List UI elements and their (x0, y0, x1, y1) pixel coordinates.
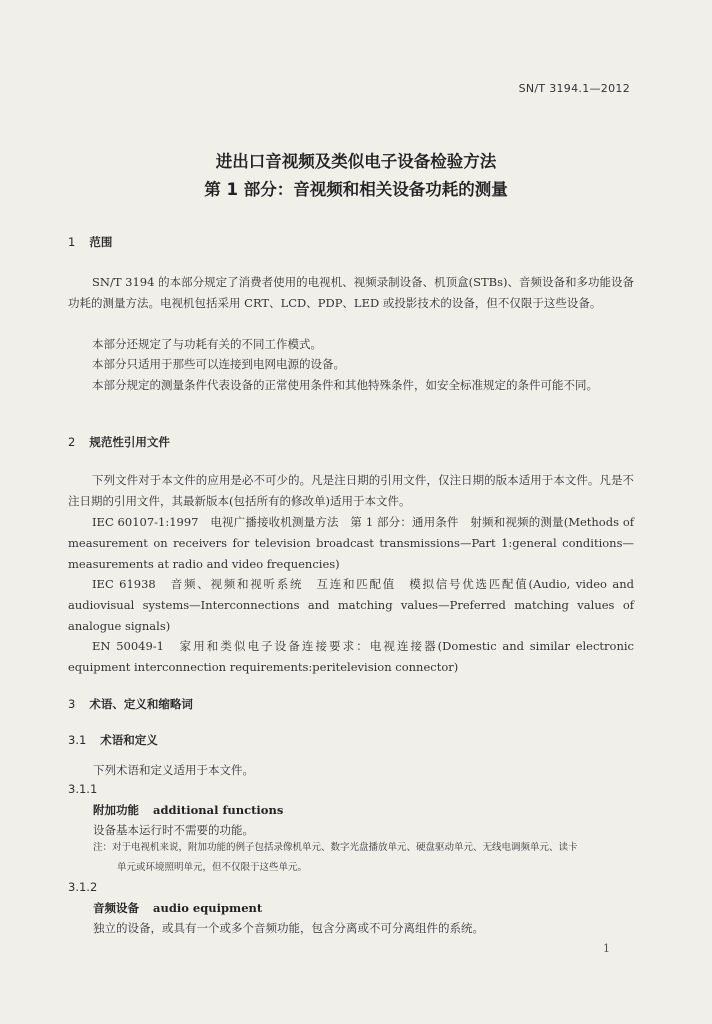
term-3-1-1-note (93, 838, 634, 878)
section-2-title: 规范性引用文件 (89, 435, 170, 449)
term-3-1-2-number: 3.1.2 (68, 880, 98, 894)
term-3-1-1-note-line-1: 注：对于电视机来说，附加功能的例子包括录像机单元、数字光盘播放单元、硬盘驱动单元、无线电调频单元、读卡 (93, 842, 578, 853)
section-3-1-number: 3.1 (68, 733, 87, 747)
section-1-number: 1 (68, 235, 76, 249)
section-3-1-heading (68, 732, 158, 748)
section-1-paragraph-4: 本部分规定的测量条件代表设备的正常使用条件和其他特殊条件，如安全标准规定的条件可能不同。 (92, 378, 598, 392)
page-number: 1 (603, 942, 610, 955)
document-title-line-2: 第 1 部分：音视频和相关设备功耗的测量 (204, 180, 508, 199)
section-3-title: 术语、定义和缩略词 (89, 697, 193, 711)
term-3-1-1-zh: 附加功能 (93, 803, 139, 817)
section-1-paragraph-2: 本部分还规定了与功耗有关的不同工作模式。 (92, 337, 322, 351)
term-3-1-1-en: additional functions (153, 803, 284, 817)
document-title-line-1: 进出口音视频及类似电子设备检验方法 (215, 152, 497, 171)
section-1-paragraph-3: 本部分只适用于那些可以连接到电网电源的设备。 (92, 357, 345, 371)
standard-code: SN/T 3194.1—2012 (518, 82, 630, 95)
term-3-1-2-zh: 音频设备 (93, 901, 139, 915)
term-3-1-1-note-line-2: 单元或环境照明单元，但不仅限于这些单元。 (117, 862, 308, 873)
reference-iec-61938: IEC 61938 音频、视频和视听系统 互连和匹配值 模拟信号优选匹配值(Audio, video and audiovisual systems—Interconnections and matching values—Preferred matching values of analogue signals) (68, 577, 634, 633)
section-2-number: 2 (68, 435, 76, 449)
section-1-title: 范围 (89, 235, 113, 249)
section-3-1-title: 术语和定义 (100, 733, 158, 747)
section-2-paragraph-1: 下列文件对于本文件的应用是必不可少的。凡是注日期的引用文件，仅注日期的版本适用于本文件。凡是不注日期的引用文件，其最新版本(包括所有的修改单)适用于本文件。 (68, 473, 634, 508)
section-2-heading (68, 434, 170, 450)
section-3-number: 3 (68, 697, 76, 711)
term-3-1-2-definition: 独立的设备，或具有一个或多个音频功能，包含分离或不可分离组件的系统。 (93, 921, 484, 935)
term-3-1-1-number: 3.1.1 (68, 782, 98, 796)
term-3-1-1 (93, 802, 283, 818)
section-3-1-intro: 下列术语和定义适用于本文件。 (93, 763, 254, 777)
term-3-1-2 (93, 900, 262, 916)
section-1-heading (68, 234, 112, 250)
term-3-1-2-en: audio equipment (153, 901, 263, 915)
reference-en-50049-1: EN 50049-1 家用和类似电子设备连接要求：电视连接器(Domestic and similar electronic equipment interconnection requirements:peritelevision connector) (68, 639, 634, 674)
section-3-heading (68, 696, 193, 712)
reference-iec-60107-1: IEC 60107-1:1997 电视广播接收机测量方法 第 1 部分：通用条件 射频和视频的测量(Methods of measurement on receivers for television broadcast transmissions—Part 1:general conditions—measurements at radio and video frequencies) (68, 515, 634, 571)
section-1-paragraph-1: SN/T 3194 的本部分规定了消费者使用的电视机、视频录制设备、机顶盒(STBs)、音频设备和多功能设备功耗的测量方法。电视机包括采用 CRT、LCD、PDP、LED 或投影技术的设备，但不仅限于这些设备。 (68, 275, 634, 310)
term-3-1-1-definition: 设备基本运行时不需要的功能。 (93, 823, 254, 837)
